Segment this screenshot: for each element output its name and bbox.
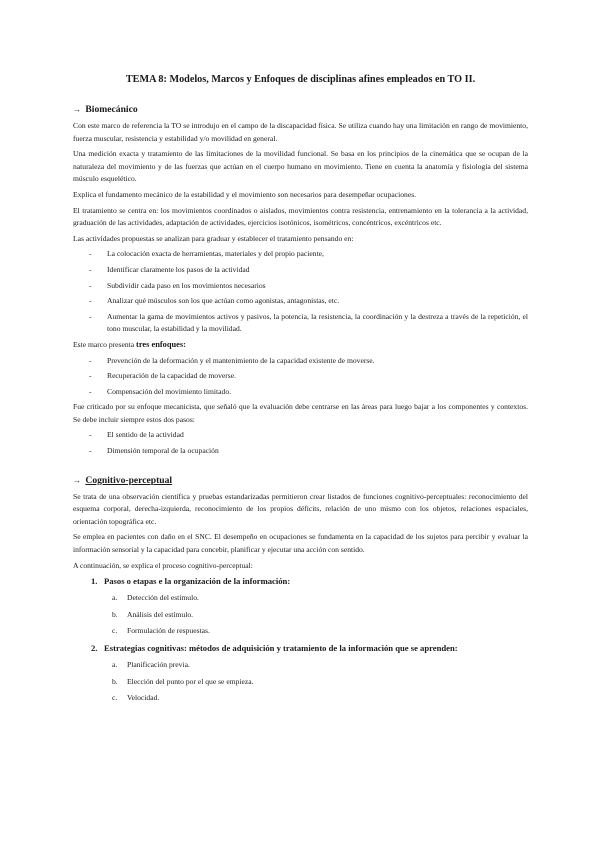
lettered-item-text: Detección del estímulo. xyxy=(127,593,199,603)
dash-marker: - xyxy=(89,386,92,396)
paragraph: Fue criticado por su enfoque mecanicista, que señaló que la evaluación debe centrarse en las áreas para luego bajar a los componentes y contextos. Se debe incluir siempre estos dos pasos: xyxy=(73,402,528,424)
list-item-text: Prevención de la deformación y el mantenimiento de la capacidad existente de moverse. xyxy=(107,355,375,365)
lettered-item-text: Planificación previa. xyxy=(127,660,190,669)
paragraph: Las actividades propuestas se analizan para graduar y establecer el tratamiento pensando en: xyxy=(73,233,354,243)
dash-marker: - xyxy=(89,264,92,274)
arrow-icon: → xyxy=(73,105,81,114)
letter-marker: c. xyxy=(112,626,118,636)
dash-marker: - xyxy=(89,296,92,306)
letter-marker: c. xyxy=(112,693,118,703)
lettered-item xyxy=(104,692,528,705)
list-item-text: Dimensión temporal de la ocupación xyxy=(107,446,219,456)
numbered-item-title: Pasos o etapas e la organización de la información: xyxy=(104,576,291,587)
lettered-item-text: Análisis del estímulo. xyxy=(127,609,194,619)
paragraph: El tratamiento se centra en: los movimientos coordinados o aislados, movimientos contra resistencia, entrenamiento en la tolerancia a la actividad, graduación de las actividades, adaptación de actividades, ejercicios isotónicos, isométricos, concéntricos, excéntricos etc. xyxy=(73,205,528,228)
list-item xyxy=(73,355,528,368)
paragraph: Se trata de una observación científica y pruebas estandarizadas permitieron crear listados de funciones cognitivo-perceptuales: reconocimiento del esquema corporal, derecha-izquierda, reconocimiento de los propios déficits, relación de uno mismo con los objetos, relaciones espaciales, orientación topográfica etc. xyxy=(73,491,528,526)
dash-marker: - xyxy=(89,249,92,259)
paragraph-text: Este marco presenta xyxy=(73,339,137,349)
dash-marker: - xyxy=(89,355,92,365)
arrow-icon: → xyxy=(73,475,81,485)
list-item-text: Analizar qué músculos son los que actúan como agonistas, antagonistas, etc. xyxy=(107,296,340,306)
dash-list-pasos xyxy=(73,429,528,457)
dash-list-analysis xyxy=(73,248,528,336)
lettered-list xyxy=(104,659,528,705)
dash-marker: - xyxy=(89,371,92,381)
section-heading-cognitivo xyxy=(73,475,528,486)
lettered-item xyxy=(104,625,528,638)
number-marker: 1. xyxy=(91,576,98,587)
list-item-text: La colocación exacta de herramientas, materiales y del propio paciente, xyxy=(107,249,324,259)
list-item-text: Identificar claramente los pasos de la actividad xyxy=(107,264,250,274)
list-item xyxy=(73,370,528,383)
paragraph: A continuación, se explica el proceso cognitivo-perceptual: xyxy=(73,560,253,570)
paragraph: Con este marco de referencia la TO se introdujo en el campo de la discapacidad física. Se utiliza cuando hay una limitación en rango de movimiento, fuerza muscular, resistencia y estabilidad y/o movilidad en general. xyxy=(73,121,528,143)
paragraph: Una medición exacta y tratamiento de las limitaciones de la movilidad funcional. Se basa en los principios de la cinemática que se ocupan de la naturaleza del movimiento y de las fuerzas que actúan en el cuerpo humano en movimiento. Tiene en cuenta la anatomía y fisiología del sistema músculo esquelético. xyxy=(73,149,528,184)
list-item xyxy=(73,295,528,308)
numbered-item xyxy=(73,575,528,638)
number-marker: 2. xyxy=(91,643,98,653)
numbered-list xyxy=(73,575,528,705)
letter-marker: a. xyxy=(112,593,118,603)
list-item xyxy=(73,280,528,293)
list-item xyxy=(73,264,528,277)
lettered-item-text: Velocidad. xyxy=(127,693,160,703)
section-heading-biomecanico xyxy=(73,104,528,115)
list-item xyxy=(73,248,528,261)
numbered-item xyxy=(73,642,528,705)
dash-marker: - xyxy=(89,280,92,290)
lettered-item xyxy=(104,592,528,605)
list-item xyxy=(73,311,528,336)
list-item xyxy=(73,429,528,442)
letter-marker: a. xyxy=(112,660,118,669)
bold-text: tres enfoques: xyxy=(136,339,186,349)
lettered-item-text: Elección del punto por el que se empieza. xyxy=(127,676,254,686)
section-heading-label: Cognitivo-perceptual xyxy=(85,474,173,486)
list-item xyxy=(73,445,528,458)
list-item xyxy=(73,386,528,399)
paragraph xyxy=(73,339,528,352)
list-item-text: El sentido de la actividad xyxy=(107,430,184,440)
letter-marker: b. xyxy=(112,609,118,619)
lettered-item xyxy=(104,609,528,622)
list-item-text: Subdividir cada paso en los movimientos necesarios xyxy=(107,280,266,290)
dash-marker: - xyxy=(89,311,92,321)
dash-marker: - xyxy=(89,430,92,440)
letter-marker: b. xyxy=(112,676,118,686)
section-heading-label: Biomecánico xyxy=(85,104,138,115)
lettered-item xyxy=(104,659,528,672)
numbered-item-title: Estrategias cognitivas: métodos de adquisición y tratamiento de la información que se aprenden: xyxy=(104,643,458,653)
dash-marker: - xyxy=(89,446,92,456)
lettered-item-text: Formulación de respuestas. xyxy=(127,626,210,636)
lettered-list xyxy=(104,592,528,638)
paragraph: Se emplea en pacientes con daño en el SNC. El desempeño en ocupaciones se fundamenta en la capacidad de los sujetos para percibir y evaluar la información sensorial y la capacidad para concebir, planificar y ejecutar una acción con sentido. xyxy=(73,532,528,555)
list-item-text: Aumentar la gama de movimientos activos y pasivos, la potencia, la resistencia, la coordinación y la destreza a través de la repetición, el tono muscular, la estabilidad y la movilidad. xyxy=(107,311,528,334)
lettered-item xyxy=(104,676,528,689)
dash-list-enfoques xyxy=(73,355,528,399)
list-item-text: Compensación del movimiento limitado. xyxy=(107,386,232,396)
paragraph: Explica el fundamento mecánico de la estabilidad y el movimiento son necesarios para desempeñar ocupaciones. xyxy=(73,189,417,199)
list-item-text: Recuperación de la capacidad de moverse. xyxy=(107,371,237,381)
page-title: TEMA 8: Modelos, Marcos y Enfoques de disciplinas afines empleados en TO II. xyxy=(125,74,476,85)
